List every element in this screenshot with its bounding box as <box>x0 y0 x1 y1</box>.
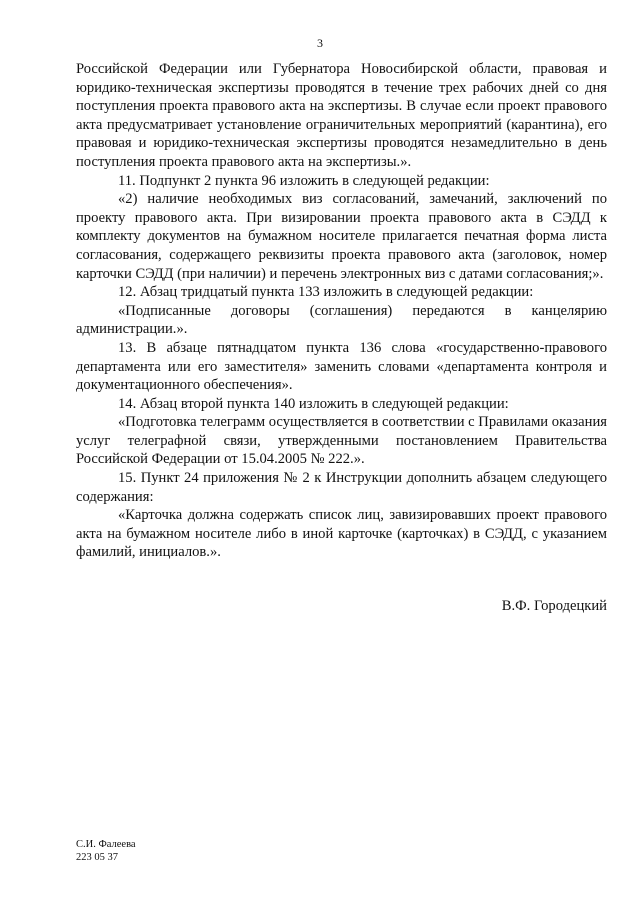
paragraph-continuation: Российской Федерации или Губернатора Новосибирской области, правовая и юридико-техническая экспертизы проводятся в течение трех рабочих дней со дня поступления проекта правового акта на экспертизы. В случае если проект правового акта предусматривает установление ограничительных мероприятий (карантина), его правовая и юридико-техническая экспертизы проводятся незамедлительно в день поступления проекта правового акта на экспертизы.». <box>76 61 607 170</box>
executor-phone: 223 05 37 <box>76 852 118 863</box>
paragraph-item-11: 11. Подпункт 2 пункта 96 изложить в следующей редакции: <box>118 172 490 189</box>
paragraph-item-14: 14. Абзац второй пункта 140 изложить в следующей редакции: <box>118 395 509 412</box>
paragraph-item-12-text: «Подписанные договоры (соглашения) передаются в канцелярию администрации.». <box>76 302 607 338</box>
signature: В.Ф. Городецкий <box>501 598 607 614</box>
executor-block <box>76 838 136 864</box>
paragraph-item-12: 12. Абзац тридцатый пункта 133 изложить в следующей редакции: <box>118 284 534 301</box>
paragraph-item-13: 13. В абзаце пятнадцатом пункта 136 слова «государственно-правового департамента или его заместителя» заменить словами «департамента контроля и документационного обеспечения». <box>76 339 607 394</box>
paragraph-item-15-text: «Карточка должна содержать список лиц, завизировавших проект правового акта на бумажном носителе либо в иной карточке (карточках) в СЭДД, с указанием фамилий, инициалов.». <box>76 507 607 561</box>
paragraph-item-11-text: «2) наличие необходимых виз согласований, замечаний, заключений по проекту правового акта. При визировании проекта правового акта в СЭДД к комплекту документов на бумажном носителе прилагается печатная форма листа согласования, содержащего реквизиты проекта правового акта (заголовок, номер карточки СЭДД (при наличии) и перечень электронных виз с датами согласования;». <box>76 191 607 282</box>
paragraph-item-15: 15. Пункт 24 приложения № 2 к Инструкции дополнить абзацем следующего содержания: <box>76 470 607 505</box>
document-body <box>76 60 607 562</box>
page-number: 3 <box>317 36 323 50</box>
paragraph-item-14-text: «Подготовка телеграмм осуществляется в соответствии с Правилами оказания услуг телеграфной связи, утвержденными постановлением Правительства Российской Федерации от 15.04.2005 № 222.». <box>76 414 607 468</box>
executor-name: С.И. Фалеева <box>76 839 136 850</box>
